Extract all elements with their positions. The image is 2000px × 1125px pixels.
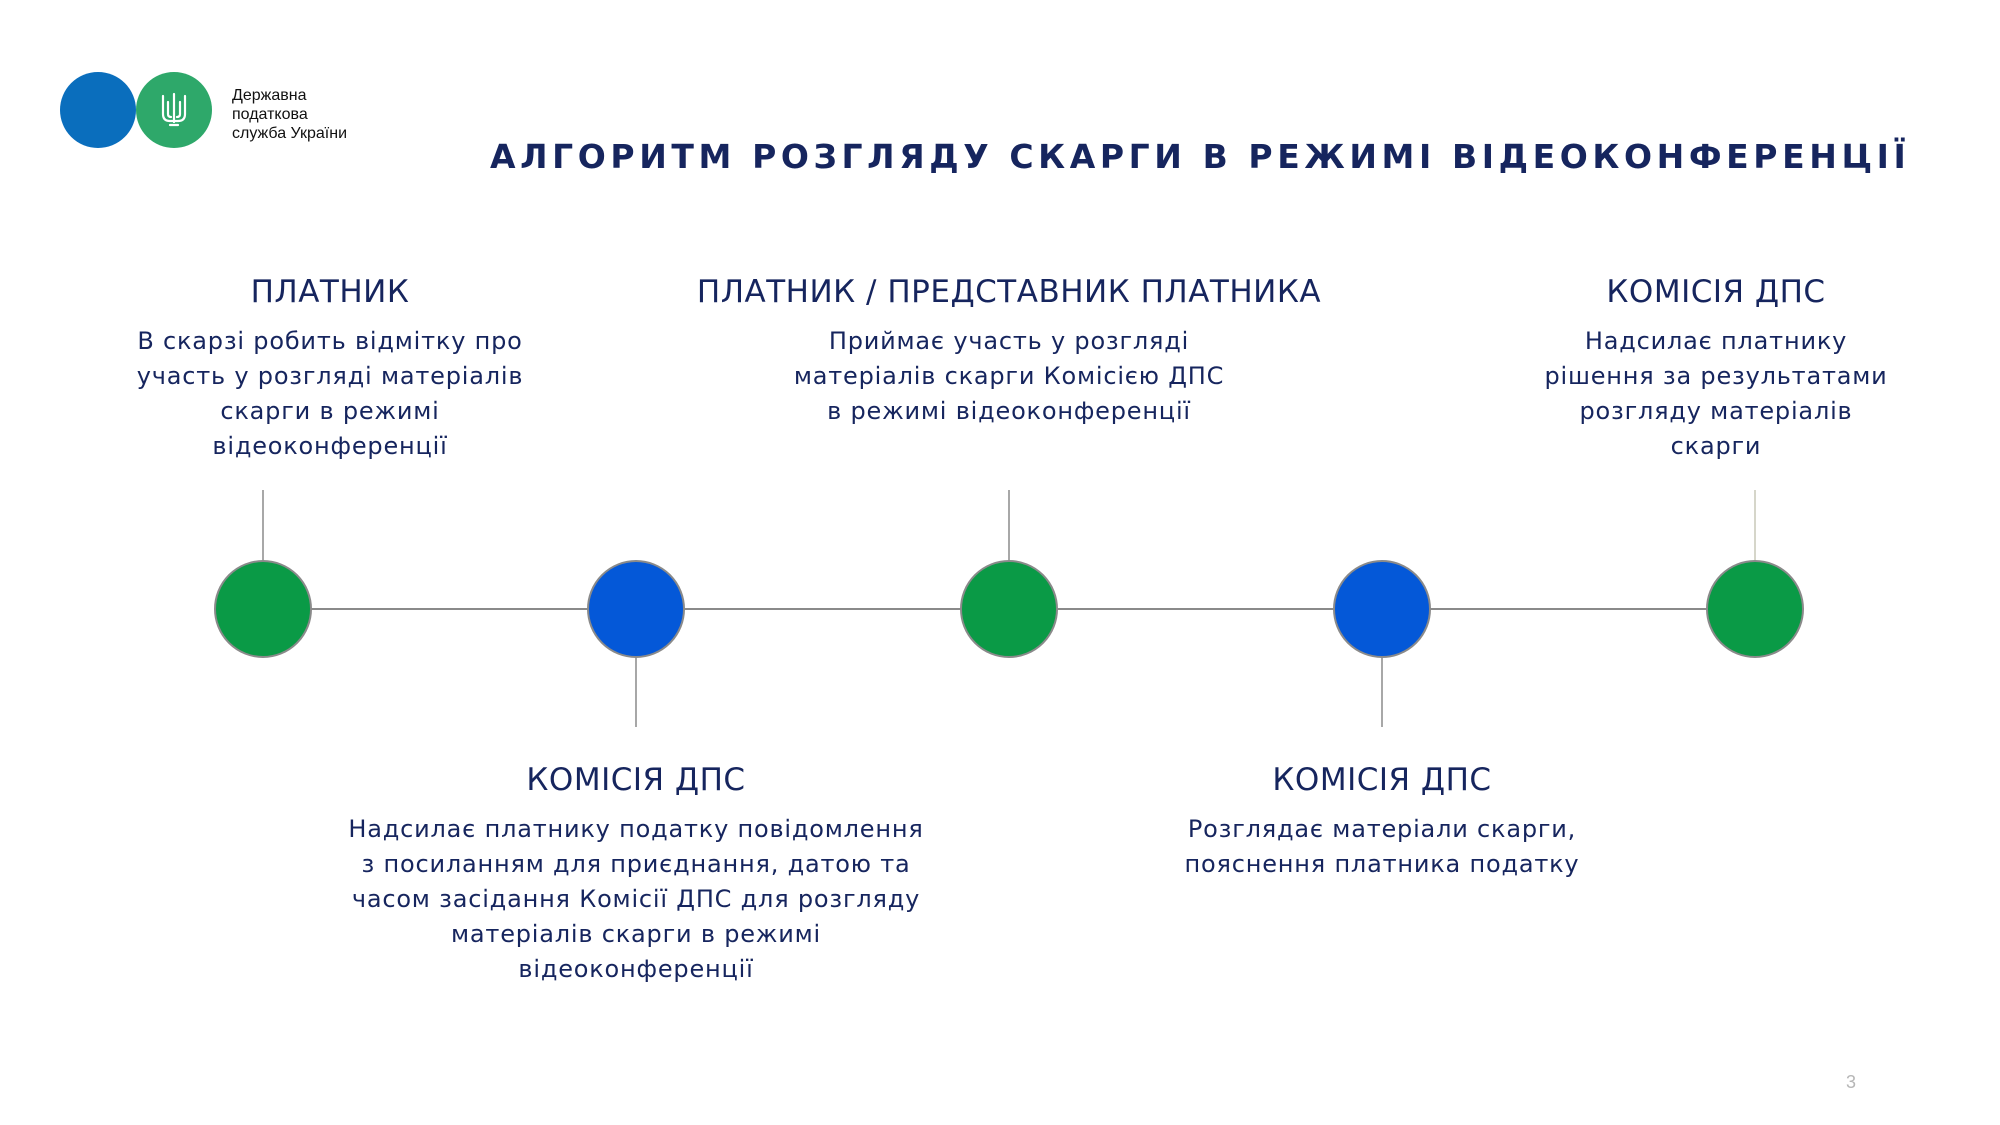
step-description: Приймає участь у розгляді матеріалів скарги Комісією ДПС в режимі відеоконференції (793, 327, 1225, 425)
timeline-node-2 (588, 561, 684, 657)
timeline-node-1 (215, 561, 311, 657)
timeline-node-4 (1334, 561, 1430, 657)
step-role: КОМІСІЯ ДПС (526, 762, 746, 798)
step-3-payer-representative (659, 274, 1359, 429)
step-2-commission (286, 762, 986, 987)
step-4-commission (1112, 762, 1652, 882)
step-role: КОМІСІЯ ДПС (1272, 762, 1492, 798)
step-description: В скарзі робить відмітку про участь у розгляді матеріалів скарги в режимі відеоконференції (136, 327, 524, 460)
timeline-node-5 (1707, 561, 1803, 657)
step-role: ПЛАТНИК / ПРЕДСТАВНИК ПЛАТНИКА (696, 274, 1322, 310)
page-title: АЛГОРИТМ РОЗГЛЯДУ СКАРГИ В РЕЖИМІ ВІДЕОКОНФЕРЕНЦІЇ (490, 137, 1911, 176)
logo-text-line: Державна (232, 87, 307, 104)
page-number: 3 (1846, 1072, 1857, 1092)
timeline-node-3 (961, 561, 1057, 657)
step-description: Надсилає платнику податку повідомлення з посиланням для приєднання, датою та часом засідання Комісії ДПС для розгляду матеріалів скарги в режимі відеоконференції (348, 815, 924, 983)
logo-text-line: податкова (232, 106, 308, 123)
step-role: ПЛАТНИК (250, 274, 410, 310)
step-description: Розглядає матеріали скарги, пояснення платника податку (1184, 815, 1580, 878)
logo-text-line: служба України (232, 125, 347, 142)
step-1-payer (70, 274, 590, 464)
step-description: Надсилає платнику рішення за результатами розгляду матеріалів скарги (1544, 327, 1888, 460)
step-5-commission (1466, 274, 1966, 464)
step-role: КОМІСІЯ ДПС (1606, 274, 1826, 310)
